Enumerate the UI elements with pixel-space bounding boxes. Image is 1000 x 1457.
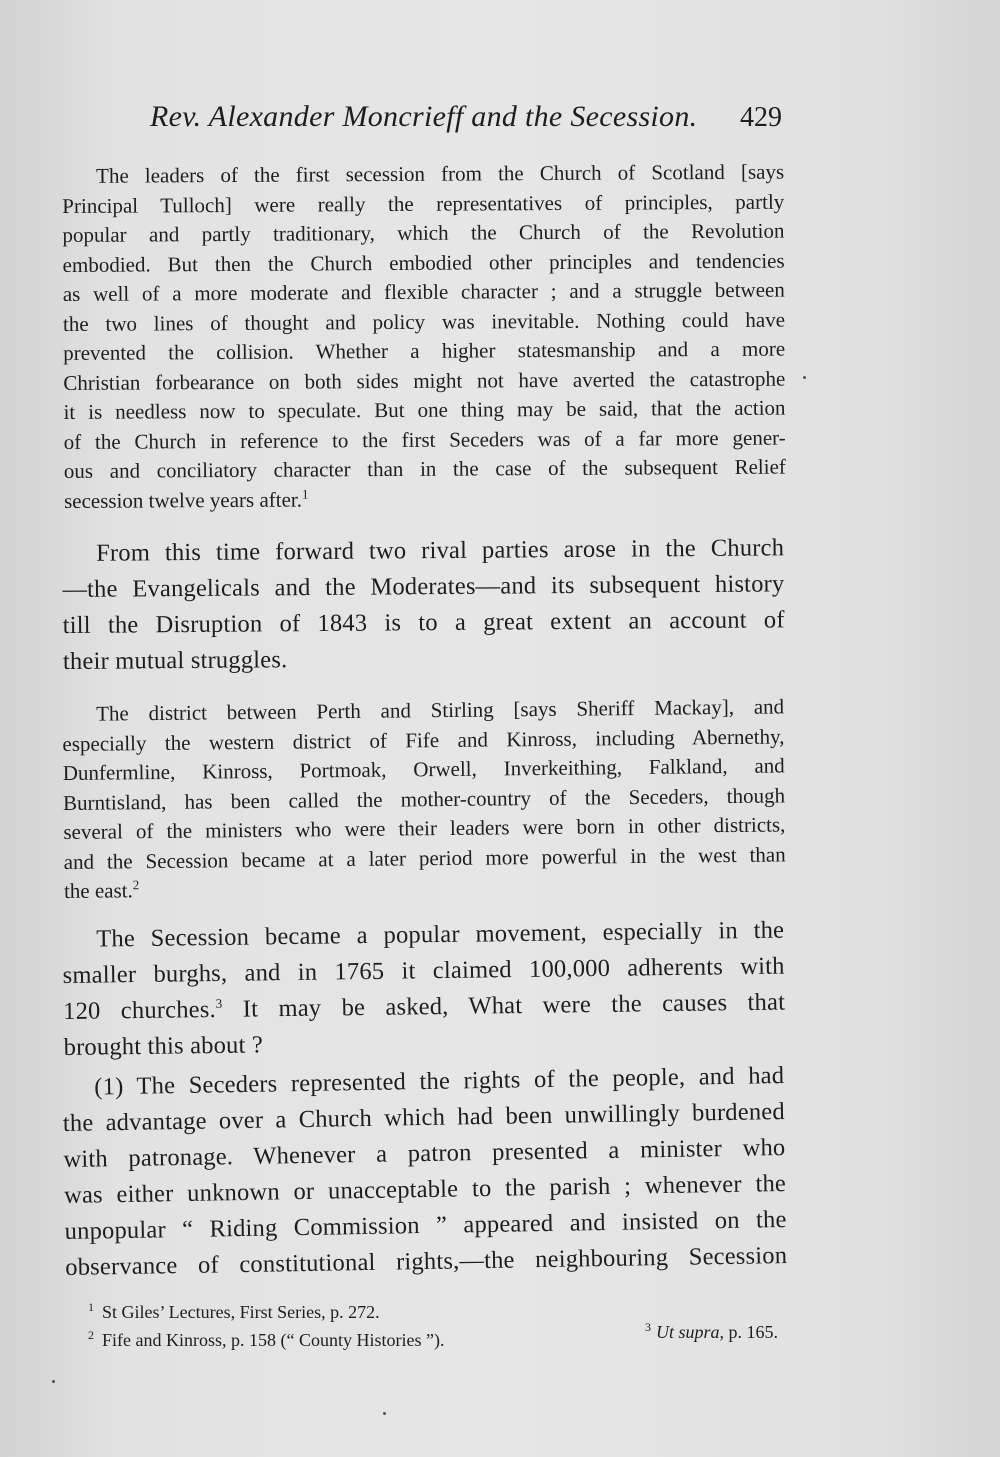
footnote-ref: 1 xyxy=(301,486,309,502)
footnote-text: , p. 165. xyxy=(719,1322,778,1342)
text-line: The leaders of the first secession from the Church of Scotland [says xyxy=(96,159,785,188)
quote-tulloch xyxy=(62,158,786,516)
text-line: the advantage over a Church which had been unwillingly burdened xyxy=(62,1098,786,1137)
text-line: smaller burghs, and in 1765 it claimed 100,000 adherents with xyxy=(62,952,785,989)
text-line: The Secession became a popular movement, especially in the xyxy=(96,916,785,953)
text-line-last xyxy=(64,482,786,516)
page-number: 429 xyxy=(740,102,782,133)
running-title: Rev. Alexander Moncrieff and the Secession. xyxy=(150,100,698,133)
text-line: it is needless now to speculate. But one thing may be said, that the action xyxy=(63,395,786,424)
text-line-last: brought this about ? xyxy=(63,1031,264,1061)
text-line: embodied. But then the Church embodied other principles and tendencies xyxy=(62,248,785,277)
text-line: (1) The Seceders represented the rights of the people, and had xyxy=(94,1062,785,1101)
footnote-1 xyxy=(88,1302,380,1323)
text-fragment: the east. xyxy=(63,878,133,903)
text-line: especially the western district of Fife and Kinross, including Abernethy, xyxy=(62,723,785,756)
text-line: the two lines of thought and policy was inevitable. Nothing could have xyxy=(62,307,786,336)
paper-speck xyxy=(383,1412,386,1415)
paper-speck xyxy=(52,1380,55,1383)
text-line: popular and partly traditionary, which the Church of the Revolution xyxy=(62,218,785,247)
text-fragment: 120 churches. xyxy=(62,995,216,1025)
running-head xyxy=(150,100,790,144)
text-line: Burntisland, has been called the mother-country of the Seceders, though xyxy=(62,782,786,815)
footnote-mark: 1 xyxy=(88,1300,94,1314)
quote-mackay xyxy=(62,692,786,906)
text-line: ous and conciliatory character than in the case of the subsequent Relief xyxy=(63,454,786,483)
footnote-text: Fife and Kinross, p. 158 (“ County Histories ”). xyxy=(102,1330,445,1350)
text-line: several of the ministers who were their leaders were born in other districts, xyxy=(63,812,786,844)
paragraph-popular-movement xyxy=(62,913,786,1066)
text-line: of the Church in reference to the first Seceders was of a far more gener- xyxy=(63,425,786,454)
text-line: unpopular “ Riding Commission ” appeared and insisted on the xyxy=(64,1206,787,1245)
footnote-3 xyxy=(645,1322,778,1343)
paragraph-rival-parties xyxy=(62,530,785,680)
text-line: and the Secession became at a later period more powerful in the west than xyxy=(63,841,786,874)
text-line: prevented the collision. Whether a higher statesmanship and a more xyxy=(63,336,786,365)
text-line: Dunfermline, Kinross, Portmoak, Orwell, Inverkeithing, Falkland, and xyxy=(62,753,785,785)
text-line-last: their mutual struggles. xyxy=(62,646,288,675)
text-line: From this time forward two rival parties arose in the Church xyxy=(96,534,785,567)
text-line: Christian forbearance on both sides might not have averted the catastrophe xyxy=(63,366,786,395)
paragraph-seceders-rights xyxy=(62,1058,787,1286)
text-fragment: It may be asked, What were the causes that xyxy=(222,988,786,1023)
footnote-ref: 3 xyxy=(215,995,223,1011)
footnote-2 xyxy=(88,1330,444,1351)
footnote-mark: 2 xyxy=(88,1328,94,1342)
text-line: Principal Tulloch] were really the representatives of principles, partly xyxy=(62,189,785,218)
text-line: as well of a more moderate and flexible character ; and a struggle between xyxy=(62,277,785,306)
text-line: with patronage. Whenever a patron presented a minister who xyxy=(63,1134,786,1173)
text-line: was either unknown or unacceptable to the parish ; whenever the xyxy=(63,1170,787,1209)
text-line: The district between Perth and Stirling [says Sheriff Mackay], and xyxy=(96,694,785,726)
footnote-text-italic: Ut supra xyxy=(655,1322,720,1342)
paper-speck xyxy=(803,376,806,379)
text-line: till the Disruption of 1843 is to a great extent an account of xyxy=(62,606,785,639)
text-fragment: secession twelve years after. xyxy=(63,487,303,513)
footnote-ref: 2 xyxy=(132,877,140,893)
footnote-mark: 3 xyxy=(644,1320,651,1334)
text-line: observance of constitutional rights,—the neighbouring Secession xyxy=(65,1242,788,1281)
text-line: —the Evangelicals and the Moderates—and its subsequent history xyxy=(62,570,785,603)
footnote-text: St Giles’ Lectures, First Series, p. 272. xyxy=(102,1302,380,1322)
